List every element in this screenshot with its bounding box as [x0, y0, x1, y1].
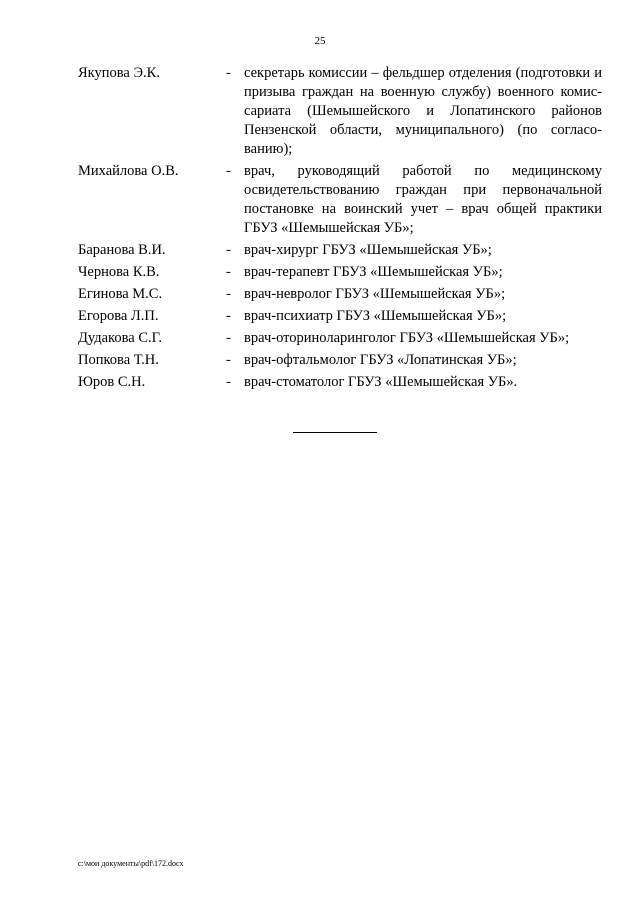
member-role: врач-хирург ГБУЗ «Шемышейская УБ»; [244, 242, 492, 258]
member-dash: - [226, 330, 231, 346]
member-role: врач, руководящий работой по медицинскому освидетельствованию граждан при первоначальной постановке на воинский учет – врач общей практики ГБУЗ «Шемышейская УБ»; [244, 163, 602, 236]
member-dash: - [226, 242, 231, 258]
member-role: врач-психиатр ГБУЗ «Шемышейская УБ»; [244, 308, 507, 324]
member-role: врач-терапевт ГБУЗ «Шемышейская УБ»; [244, 264, 503, 280]
member-row [78, 285, 602, 304]
member-name: Якупова Э.К. [78, 65, 160, 81]
member-row [78, 241, 602, 260]
member-name: Дудакова С.Г. [78, 330, 162, 346]
member-name: Юров С.Н. [78, 374, 146, 390]
member-name: Попкова Т.Н. [78, 352, 159, 368]
member-name: Михайлова О.В. [78, 163, 179, 179]
member-dash: - [226, 65, 231, 81]
member-dash: - [226, 286, 231, 302]
member-name: Чернова К.В. [78, 264, 160, 280]
member-row [78, 373, 602, 392]
page-number: 25 [314, 35, 326, 47]
member-row [78, 162, 602, 238]
member-row [78, 307, 602, 326]
member-name: Егорова Л.П. [78, 308, 159, 324]
member-name: Баранова В.И. [78, 242, 166, 258]
member-role: врач-оториноларинголог ГБУЗ «Шемышейская УБ»; [244, 330, 570, 346]
member-row [78, 329, 602, 348]
member-row [78, 351, 602, 370]
member-dash: - [226, 374, 231, 390]
member-role: врач-стоматолог ГБУЗ «Шемышейская УБ». [244, 374, 518, 390]
member-dash: - [226, 163, 231, 179]
member-dash: - [226, 308, 231, 324]
member-role: секретарь комиссии – фельдшер отделения (подготовки и призыва граждан на военную службу) военного комис-сариата (Шемышейского и Лопатинского районов Пензенской области, муниципального) (по согласо-ванию); [244, 65, 602, 157]
commission-member-list [78, 64, 602, 395]
member-name: Егинова М.С. [78, 286, 163, 302]
member-role: врач-офтальмолог ГБУЗ «Лопатинская УБ»; [244, 352, 517, 368]
member-dash: - [226, 264, 231, 280]
member-dash: - [226, 352, 231, 368]
end-divider [293, 432, 377, 433]
footer-file-path: c:\мои документы\pdf\172.docx [78, 859, 184, 868]
member-role: врач-невролог ГБУЗ «Шемышейская УБ»; [244, 286, 506, 302]
member-row [78, 263, 602, 282]
member-row [78, 64, 602, 159]
